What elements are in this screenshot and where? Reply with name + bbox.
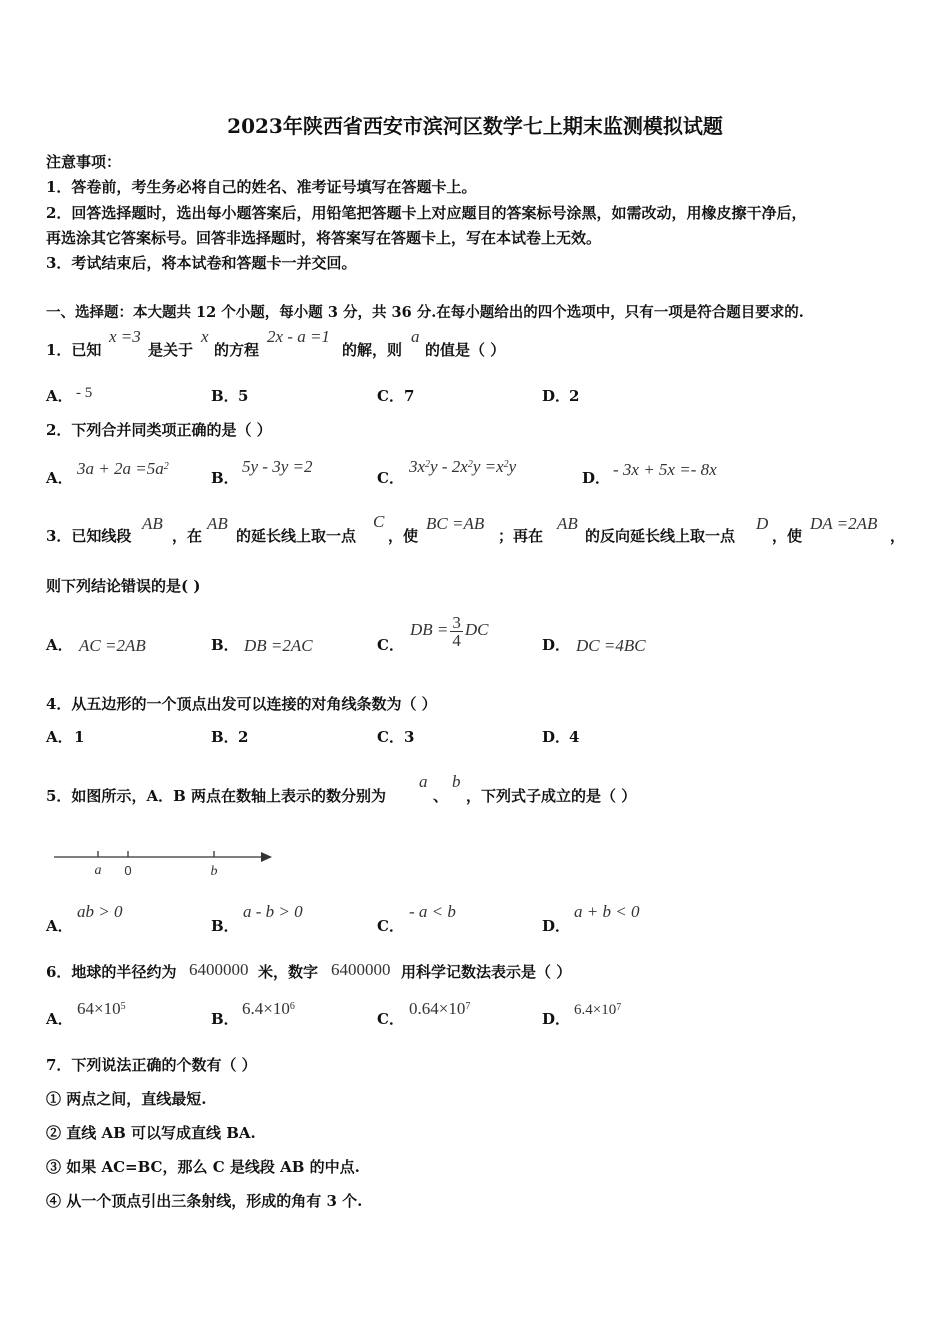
q6-text: 用科学记数法表示是（ ） bbox=[401, 963, 572, 981]
q6-number: 6400000 bbox=[331, 960, 391, 979]
q6-option-a-label: A． bbox=[46, 1010, 73, 1028]
q3-text: 的延长线上取一点 bbox=[236, 527, 357, 545]
q4-option-d-value: 4 bbox=[569, 728, 580, 746]
q3-text: ，使 bbox=[772, 527, 803, 545]
axis-label-a: a bbox=[94, 863, 102, 878]
number-line bbox=[50, 845, 280, 885]
notice-item: 3．考试结束后，将本试卷和答题卡一并交回。 bbox=[46, 254, 357, 272]
q2-option-c-label: C． bbox=[377, 469, 404, 487]
q2-option-b-value: 5y - 3y =2 bbox=[242, 457, 313, 476]
fraction: $\frac{3}{4}$ bbox=[452, 612, 461, 650]
q3-text: 则下列结论错误的是( ) bbox=[46, 577, 201, 595]
q2-option-b-label: B． bbox=[211, 469, 239, 487]
q5-text: 、 bbox=[433, 787, 449, 805]
q5-option-a-value: ab > 0 bbox=[77, 902, 123, 921]
q1-math: x bbox=[201, 327, 209, 346]
q6-option-d-value: $6.4\times 10^7$ bbox=[574, 1002, 622, 1018]
q3-option-d-value: DC =4BC bbox=[576, 636, 646, 655]
q3-text: ；再在 bbox=[498, 527, 544, 545]
q3-option-d-label: D． bbox=[542, 636, 571, 654]
q6-number: 6400000 bbox=[189, 960, 249, 979]
q1-math: a bbox=[411, 327, 420, 346]
q3-text: 的反向延长线上取一点 bbox=[585, 527, 736, 545]
q1-math: 2x - a =1 bbox=[267, 327, 330, 346]
q1-option-b-value: 5 bbox=[238, 387, 249, 405]
q3-math: C bbox=[373, 512, 385, 531]
q7-statement: ④ 从一个顶点引出三条射线，形成的角有 3 个. bbox=[46, 1192, 363, 1210]
q3-option-b-value: DB =2AC bbox=[244, 636, 313, 655]
q3-math: AB bbox=[207, 514, 228, 533]
q4-option-c-label: C． bbox=[377, 728, 404, 746]
q3-option-b-label: B． bbox=[211, 636, 239, 654]
q1-text: 是关于 bbox=[148, 341, 194, 359]
q4-option-d-label: D． bbox=[542, 728, 571, 746]
q3-option-a-label: A． bbox=[46, 636, 73, 654]
notice-item: 再选涂其它答案标号。回答非选择题时，将答案写在答题卡上，写在本试卷上无效。 bbox=[46, 229, 602, 247]
q6-option-d-label: D． bbox=[542, 1010, 571, 1028]
axis-label-zero: 0 bbox=[124, 863, 132, 878]
q7-stem: 7．下列说法正确的个数有（ ） bbox=[46, 1056, 257, 1074]
notice-item: 1．答卷前，考生务必将自己的姓名、准考证号填写在答题卡上。 bbox=[46, 178, 477, 196]
q1-math: x =3 bbox=[109, 327, 141, 346]
q5-text: ，下列式子成立的是（ ） bbox=[466, 787, 637, 805]
q5-option-d-value: a + b < 0 bbox=[574, 902, 640, 921]
page-title: 2023年陕西省西安市滨河区数学七上期末监测模拟试题 bbox=[227, 114, 723, 138]
q1-text: 的解，则 bbox=[342, 341, 403, 359]
q2-option-c-value: $3x^2y - 2x^2y =x^2y$ bbox=[409, 457, 517, 476]
q3-option-c-value: DB = $\frac{3}{4}$ DC bbox=[410, 612, 489, 650]
q1-option-c-value: 7 bbox=[404, 387, 415, 405]
q3-math: DA =2AB bbox=[810, 514, 878, 533]
q6-option-a-value: $64\times 10^5$ bbox=[77, 999, 126, 1018]
q7-statement: ③ 如果 AC=BC，那么 C 是线段 AB 的中点. bbox=[46, 1158, 360, 1176]
q5-option-d-label: D． bbox=[542, 917, 571, 935]
q3-math: AB bbox=[142, 514, 163, 533]
q4-option-a-label: A． bbox=[46, 728, 73, 746]
q2-option-d-label: D． bbox=[582, 469, 611, 487]
q3-text: ，使 bbox=[388, 527, 419, 545]
q1-text: 1．已知 bbox=[46, 341, 102, 359]
q1-option-b-label: B． bbox=[211, 387, 239, 405]
q5-text: 5．如图所示，A．B 两点在数轴上表示的数分别为 bbox=[46, 787, 386, 805]
q1-option-a-label: A． bbox=[46, 387, 73, 405]
q1-option-c-label: C． bbox=[377, 387, 404, 405]
q2-option-d-value: - 3x + 5x =- 8x bbox=[613, 460, 717, 479]
q3-text: ，在 bbox=[172, 527, 203, 545]
q3-option-a-value: AC =2AB bbox=[79, 636, 146, 655]
q1-option-a-value: - 5 bbox=[76, 385, 93, 401]
notice-heading: 注意事项： bbox=[46, 153, 122, 171]
q1-text: 的值是（ ） bbox=[425, 341, 506, 359]
q4-stem: 4．从五边形的一个顶点出发可以连接的对角线条数为（ ） bbox=[46, 695, 437, 713]
q6-option-c-value: $0.64\times 10^7$ bbox=[409, 999, 471, 1018]
q7-statement: ① 两点之间，直线最短. bbox=[46, 1090, 207, 1108]
q3-option-c-label: C． bbox=[377, 636, 404, 654]
axis-label-b: b bbox=[210, 864, 218, 879]
q5-option-b-label: B． bbox=[211, 917, 239, 935]
section-heading: 一、选择题：本大题共 12 个小题，每小题 3 分，共 36 分.在每小题给出的四个选项中，只有一项是符合题目要求的. bbox=[46, 304, 804, 321]
q3-text: ， bbox=[890, 527, 906, 545]
q2-option-a-label: A． bbox=[46, 469, 73, 487]
q7-statement: ② 直线 AB 可以写成直线 BA. bbox=[46, 1124, 256, 1142]
q4-option-a-value: 1 bbox=[74, 728, 85, 746]
q4-option-b-label: B． bbox=[211, 728, 239, 746]
q3-math: D bbox=[756, 514, 769, 533]
q1-option-d-label: D． bbox=[542, 387, 571, 405]
q6-option-b-value: $6.4\times 10^6$ bbox=[242, 999, 295, 1018]
q4-option-c-value: 3 bbox=[404, 728, 415, 746]
q3-text: 3．已知线段 bbox=[46, 527, 132, 545]
q6-option-b-label: B． bbox=[211, 1010, 239, 1028]
q5-math: b bbox=[452, 772, 461, 791]
q3-math: BC =AB bbox=[426, 514, 485, 533]
q5-option-c-value: - a < b bbox=[409, 902, 456, 921]
q3-math: AB bbox=[557, 514, 578, 533]
number-line-arrow bbox=[261, 852, 272, 862]
q5-option-c-label: C． bbox=[377, 917, 404, 935]
q6-text: 米，数字 bbox=[258, 963, 319, 981]
notice-item: 2．回答选择题时，选出每小题答案后，用铅笔把答题卡上对应题目的答案标号涂黑，如需改动，用橡皮擦干净后， bbox=[46, 204, 807, 222]
q4-option-b-value: 2 bbox=[238, 728, 249, 746]
q6-text: 6．地球的半径约为 bbox=[46, 963, 177, 981]
q5-option-a-label: A． bbox=[46, 917, 73, 935]
q1-option-d-value: 2 bbox=[569, 387, 580, 405]
q1-text: 的方程 bbox=[214, 341, 260, 359]
q5-option-b-value: a - b > 0 bbox=[243, 902, 303, 921]
q2-stem: 2．下列合并同类项正确的是（ ） bbox=[46, 421, 272, 439]
q6-option-c-label: C． bbox=[377, 1010, 404, 1028]
q2-option-a-value: $3a + 2a =5a^2$ bbox=[77, 459, 169, 478]
q5-math: a bbox=[419, 772, 428, 791]
